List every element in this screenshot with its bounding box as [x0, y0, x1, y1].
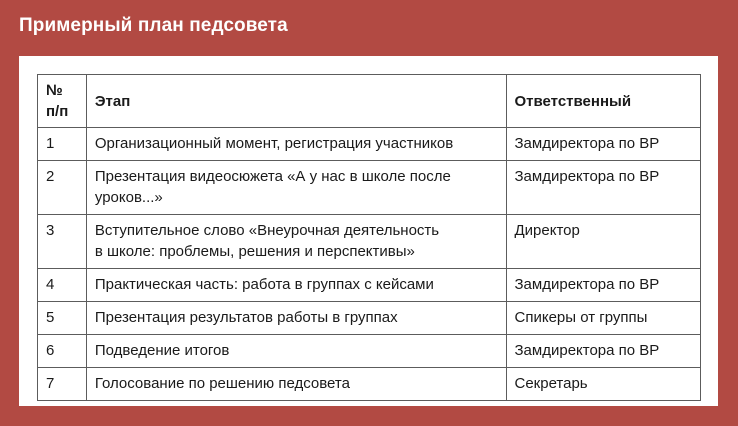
row-number: 5 — [38, 302, 87, 335]
row-number: 4 — [38, 269, 87, 302]
table-row — [38, 269, 701, 302]
row-stage-line1: Вступительное слово «Внеурочная деятельность — [94, 222, 440, 239]
row-stage: Подведение итогов — [86, 335, 506, 368]
column-header-number-line2: п/п — [46, 103, 69, 120]
row-stage: Практическая часть: работа в группах с кейсами — [86, 269, 506, 302]
content-panel — [19, 56, 718, 406]
table-row — [38, 368, 701, 401]
row-number: 1 — [38, 128, 87, 161]
row-responsible: Спикеры от группы — [506, 302, 701, 335]
table-row — [38, 161, 701, 215]
row-number: 2 — [38, 161, 87, 215]
column-header-number-line1: № — [46, 82, 63, 99]
row-stage: Организационный момент, регистрация участников — [86, 128, 506, 161]
row-number: 6 — [38, 335, 87, 368]
row-stage — [86, 161, 506, 215]
row-responsible: Замдиректора по ВР — [506, 161, 701, 215]
table-row — [38, 215, 701, 269]
row-number: 7 — [38, 368, 87, 401]
row-stage-line2: уроков...» — [94, 189, 163, 206]
plan-table — [37, 74, 701, 401]
row-stage-line1: Презентация видеосюжета «А у нас в школе после — [94, 168, 451, 185]
row-stage: Голосование по решению педсовета — [86, 368, 506, 401]
row-responsible: Замдиректора по ВР — [506, 269, 701, 302]
table-row — [38, 302, 701, 335]
row-responsible: Замдиректора по ВР — [506, 335, 701, 368]
page-title: Примерный план педсовета — [19, 15, 288, 36]
header-bar — [0, 0, 738, 56]
row-stage: Презентация результатов работы в группах — [86, 302, 506, 335]
row-responsible: Директор — [506, 215, 701, 269]
row-responsible: Секретарь — [506, 368, 701, 401]
row-responsible: Замдиректора по ВР — [506, 128, 701, 161]
row-number: 3 — [38, 215, 87, 269]
column-header-stage: Этап — [86, 75, 506, 128]
column-header-number — [38, 75, 87, 128]
table-row — [38, 128, 701, 161]
row-stage-line2: в школе: проблемы, решения и перспективы» — [94, 243, 415, 260]
row-stage — [86, 215, 506, 269]
column-header-responsible: Ответственный — [506, 75, 701, 128]
table-header-row — [38, 75, 701, 128]
table-row — [38, 335, 701, 368]
